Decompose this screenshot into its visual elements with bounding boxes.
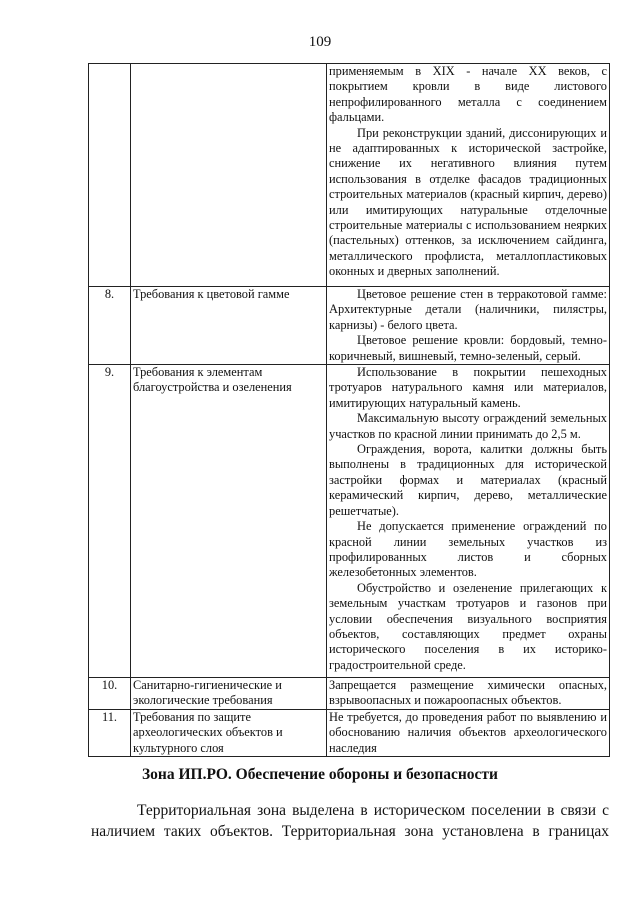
description-paragraph: Не допускается применение ограждений по красной линии земельных участков из профилированных листов и сборных железобетонных элементов. (329, 519, 607, 580)
description-paragraph: Не требуется, до проведения работ по выявлению и обоснованию наличия объектов археологического наследия (329, 710, 607, 755)
body-paragraph-line-2: наличием таких объектов. Территориальная зона установлена в границах (91, 823, 609, 840)
description-paragraph: Цветовое решение кровли: бордовый, темно-коричневый, вишневый, темно-зеленый, серый. (329, 333, 607, 363)
row-title (131, 64, 327, 287)
description-paragraph: Ограждения, ворота, калитки должны быть выполнены в традиционных для исторической застройки формах и материалах (красный керамический кирпич, дерево, металлические решетчатые). (329, 442, 607, 518)
description-paragraph: Максимальную высоту ограждений земельных участков по красной линии принимать до 2,5 м. (329, 411, 607, 441)
description-paragraph: Цветовое решение стен в терракотовой гамме: Архитектурные детали (наличники, пилястры, карнизы) - белого цвета. (329, 287, 607, 332)
table-row (89, 287, 610, 365)
row-description (327, 64, 610, 287)
table-row (89, 710, 610, 757)
row-description (327, 678, 610, 710)
description-paragraph: Запрещается размещение химически опасных, взрывоопасных и пожароопасных объектов. (329, 678, 607, 708)
row-description (327, 287, 610, 365)
description-paragraph: Обустройство и озеленение прилегающих к земельным участкам тротуаров и газонов при условии обеспечения визуального восприятия объектов, составляющих предмет охраны исторического поселения в их историко-градостроительной среде. (329, 580, 607, 672)
description-paragraph: Использование в покрытии пешеходных тротуаров натурального камня или материалов, имитирующих натуральный камень. (329, 365, 607, 410)
row-number: 8. (89, 287, 131, 365)
row-title: Требования по защите археологических объектов и культурного слоя (131, 710, 327, 757)
row-title: Требования к цветовой гамме (131, 287, 327, 365)
row-number (89, 64, 131, 287)
description-paragraph: применяемым в XIX - начале XX веков, с покрытием кровли в виде листового непрофилированного металла с соединением фальцами. (329, 64, 607, 125)
page-number: 109 (308, 34, 332, 50)
body-paragraph-line-1: Территориальная зона выделена в историческом поселении в связи с (137, 802, 609, 819)
table-row (89, 365, 610, 678)
row-number: 10. (89, 678, 131, 710)
section-title: Зона ИП.РО. Обеспечение обороны и безопасности (142, 766, 498, 783)
row-description (327, 710, 610, 757)
table-row (89, 678, 610, 710)
row-number: 11. (89, 710, 131, 757)
row-number: 9. (89, 365, 131, 678)
row-title: Санитарно-гигиенические и экологические требования (131, 678, 327, 710)
row-description (327, 365, 610, 678)
description-paragraph: При реконструкции зданий, диссонирующих и не адаптированных к исторической застройке, снижение их негативного влияния путем использования в отделке фасадов традиционных строительных материалов (красный кирпич, дерево) или имитирующих натуральные отделочные строительные материалы с использованием неярких (пастельных) оттенков, за исключением сайдинга, металлического профлиста, металлопластиковых оконных и дверных заполнений. (329, 125, 607, 279)
row-title: Требования к элементам благоустройства и озеленения (131, 365, 327, 678)
requirements-table (88, 63, 610, 757)
table-row (89, 64, 610, 287)
